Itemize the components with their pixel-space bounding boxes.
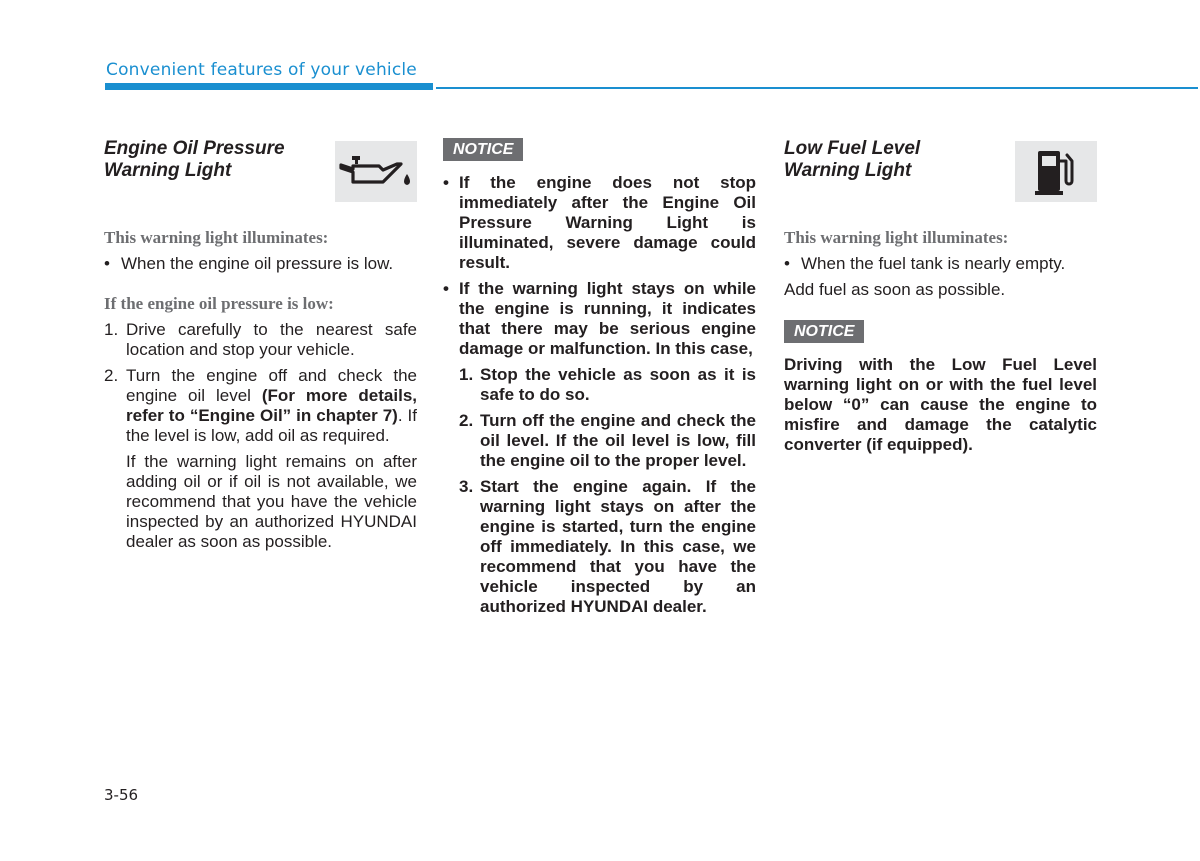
subheading-if-low: If the engine oil pressure is low:: [104, 294, 334, 313]
subheading-illuminates: This warning light illuminates:: [784, 228, 1009, 247]
low-fuel-section: [784, 138, 1097, 455]
step-item: 2. Turn the engine off and check the engine oil level (For more details, refer to “Engine Oil” in chapter 7). If the level is low, add oil as required. If the warning light remains on after adding oil or if oil is not available, we recommend that you have the vehicle inspected by an authorized HYUNDAI dealer as soon as possible.: [104, 366, 417, 551]
oil-pressure-title: Engine Oil Pressure Warning Light: [104, 138, 285, 181]
step-item: 2. Turn off the engine and check the oil level. If the oil level is low, fill the engine oil to the proper level.: [459, 411, 756, 470]
list-item: • If the warning light stays on while the engine is running, it indicates that there may be serious engine damage or malfunction. In this case,: [443, 279, 756, 358]
page-number: 3-56: [104, 786, 139, 804]
list-item: • When the fuel tank is nearly empty.: [784, 254, 1066, 273]
header-accent-bar: [105, 83, 433, 90]
step-item: 1. Drive carefully to the nearest safe location and stop your vehicle.: [104, 320, 417, 359]
instruction-text: Add fuel as soon as possible.: [784, 280, 1006, 299]
section-header-title: Convenient features of your vehicle: [106, 60, 417, 80]
notice-badge: NOTICE: [784, 320, 864, 343]
oil-can-icon: [335, 141, 417, 202]
fuel-pump-icon: [1015, 141, 1097, 202]
header-rule: [436, 87, 1198, 89]
notice-text: Driving with the Low Fuel Level warning light on or with the fuel level below “0” can cause the engine to misfire and damage the catalytic converter (if equipped).: [784, 355, 1097, 454]
subheading-illuminates: This warning light illuminates:: [104, 228, 329, 247]
list-item: • If the engine does not stop immediately after the Engine Oil Pressure Warning Light is illuminated, severe damage could result.: [443, 173, 756, 272]
list-item: • When the engine oil pressure is low.: [104, 254, 394, 273]
step-item: 1. Stop the vehicle as soon as it is safe to do so.: [459, 365, 756, 404]
low-fuel-title: Low Fuel Level Warning Light: [784, 138, 921, 181]
notice-badge: NOTICE: [443, 138, 523, 161]
oil-pressure-notice: [443, 138, 756, 623]
oil-pressure-section: [104, 138, 417, 558]
step-item: 3. Start the engine again. If the warning light stays on after the engine is started, turn the engine off immediately. In this case, we recommend that you have the vehicle inspected by an authorized HYUNDAI dealer.: [459, 477, 756, 616]
